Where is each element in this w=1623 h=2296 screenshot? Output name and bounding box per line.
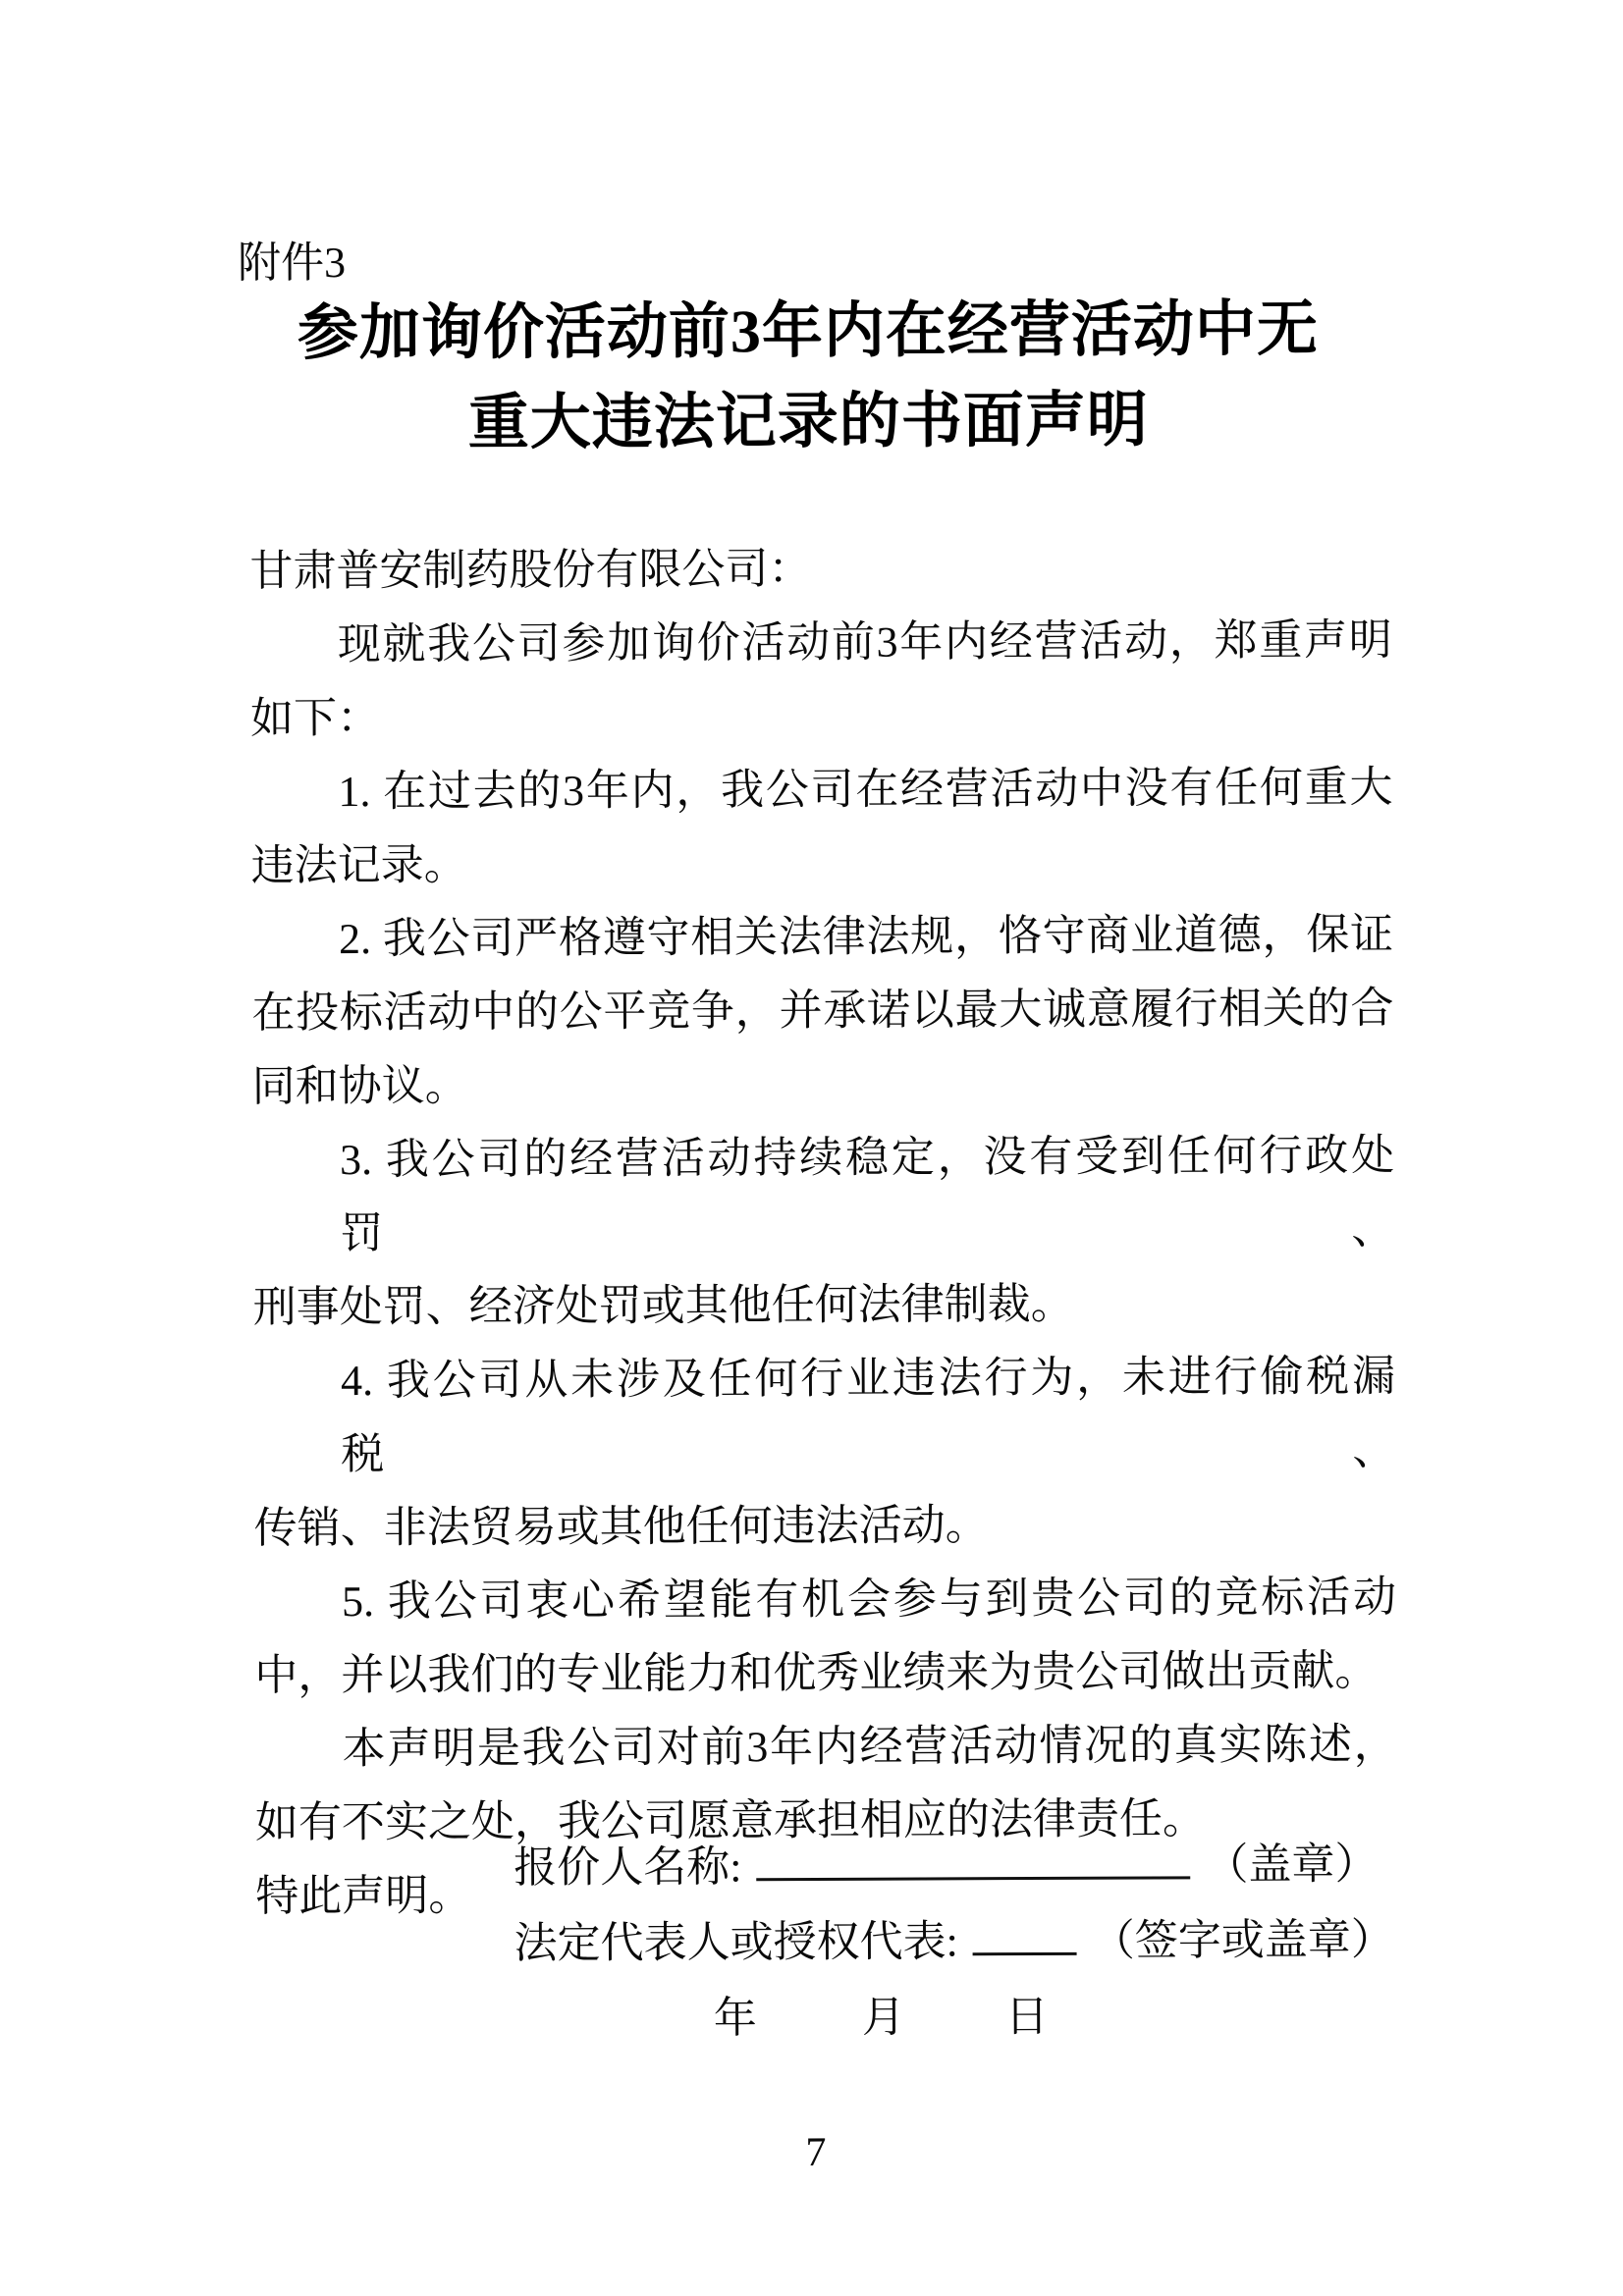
- page-number: 7: [805, 2129, 827, 2176]
- body-line: 5. 我公司衷心希望能有机会参与到贵公司的竞标活动: [341, 1573, 1397, 1627]
- date-row: [514, 1977, 1395, 2056]
- bidder-name-blank-line: [756, 1839, 1190, 1881]
- title-line-1: 参加询价活动前3年内在经营活动中无: [297, 295, 1320, 368]
- date-year-label: 年: [713, 1994, 757, 2043]
- representative-row: [514, 1901, 1394, 1981]
- body-line: 如下：: [249, 693, 381, 743]
- date-month-label: 月: [861, 1993, 905, 2042]
- body-text: [249, 529, 1397, 1933]
- body-line: 同和协议。: [251, 1061, 468, 1111]
- body-line: 中，并以我们的专业能力和优秀业绩来为贵公司做出贡献。: [254, 1646, 1379, 1700]
- bidder-seal-note: （盖章）: [1205, 1840, 1379, 1890]
- body-line: 违法记录。: [250, 840, 467, 890]
- bidder-name-label: 报价人名称:: [514, 1842, 742, 1893]
- representative-label: 法定代表人或授权代表:: [514, 1917, 958, 1968]
- body-line: 本声明是我公司对前3年内经营活动情况的真实陈述，: [342, 1720, 1397, 1774]
- representative-seal-note: （签字或盖章）: [1091, 1915, 1394, 1965]
- title-line-2: 重大违法记录的书面声明: [467, 387, 1149, 457]
- body-line: 刑事处罚、经济处罚或其他任何法律制裁。: [252, 1279, 1074, 1332]
- body-line: 2. 我公司严格遵守相关法律法规，恪守商业道德，保证: [338, 910, 1394, 964]
- body-line: 在投标活动中的公平竞争，并承诺以最大诚意履行相关的合: [251, 984, 1394, 1038]
- representative-blank-line: [973, 1915, 1077, 1955]
- body-line: 1. 在过去的3年内，我公司在经营活动中没有任何重大: [338, 763, 1393, 817]
- body-line: 4. 我公司从未涉及任何行业违法行为，未进行偷税漏税、: [340, 1352, 1396, 1479]
- body-line: 甘肃普安制药股份有限公司：: [249, 544, 812, 596]
- body-line: 现就我公司参加询价活动前3年内经营活动，郑重声明: [337, 615, 1392, 669]
- body-line: 传销、非法贸易或其他任何违法活动。: [253, 1501, 989, 1553]
- body-line: 特此声明。: [255, 1871, 472, 1921]
- signature-block: [514, 1826, 1394, 2056]
- body-line: 3. 我公司的经营活动持续稳定，没有受到任何行政处罚、: [339, 1131, 1395, 1258]
- date-day-label: 日: [1004, 1992, 1049, 2042]
- body-line: 如有不实之处，我公司愿意承担相应的法律责任。: [254, 1794, 1207, 1847]
- attachment-label: 附件3: [237, 239, 347, 288]
- document-title: [0, 283, 1620, 470]
- bidder-name-row: [514, 1826, 1394, 1905]
